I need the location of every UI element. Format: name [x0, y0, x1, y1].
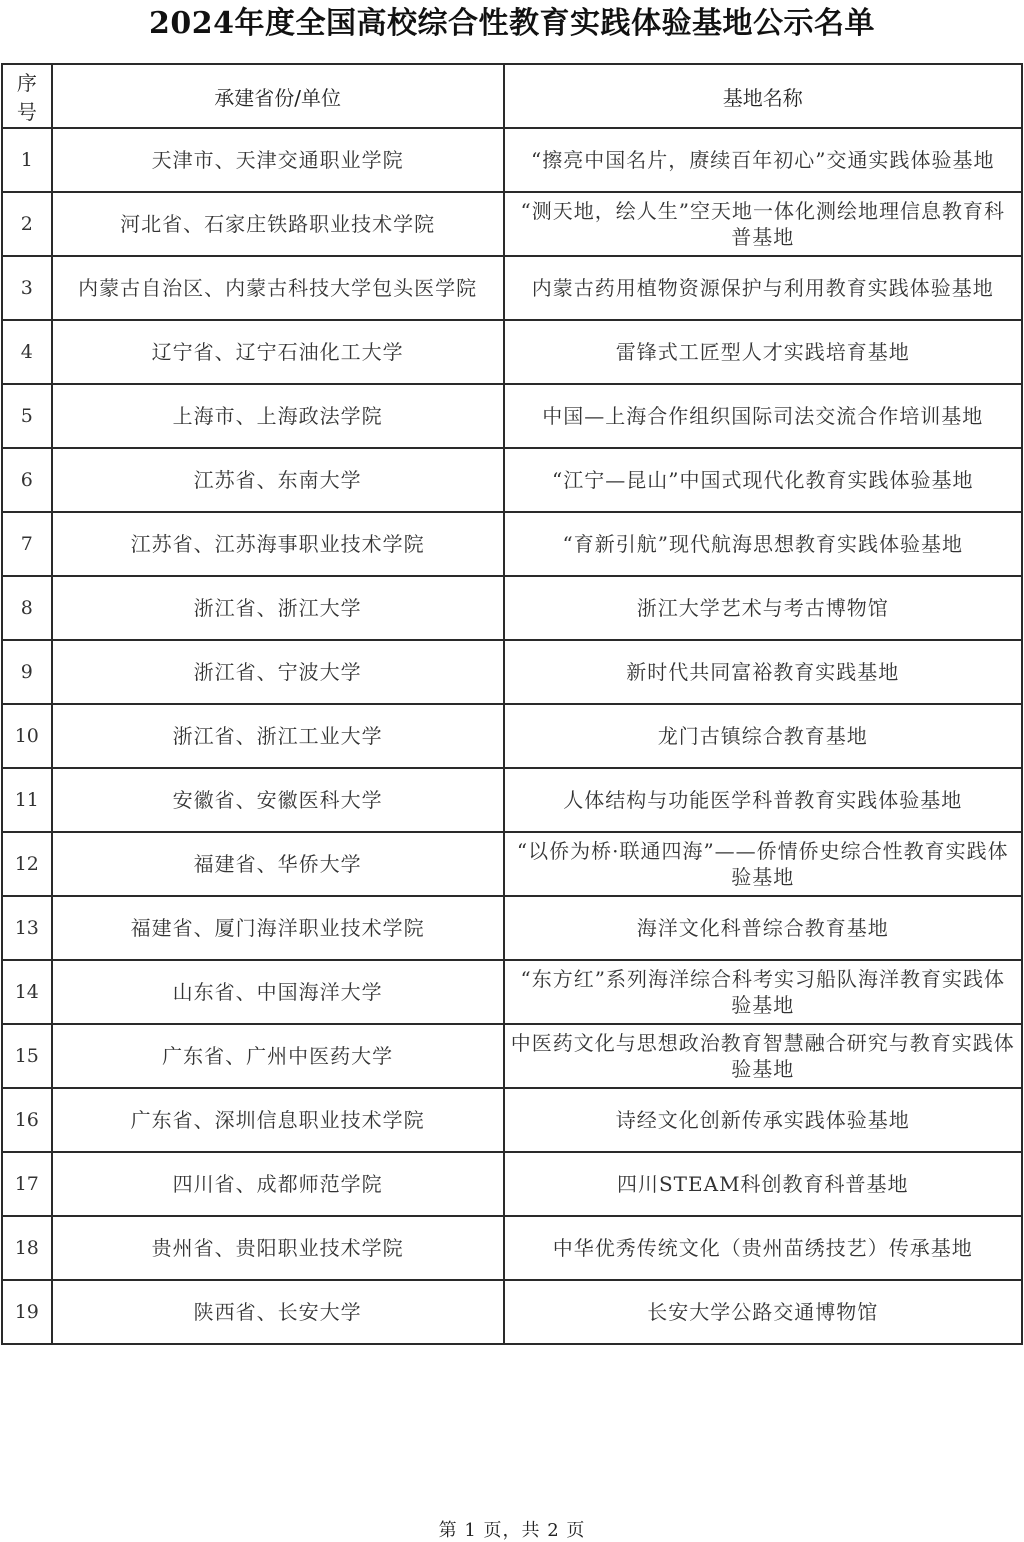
table-row — [2, 512, 1022, 576]
cell-unit: 贵州省、贵阳职业技术学院 — [52, 1216, 504, 1280]
cell-base-name: 龙门古镇综合教育基地 — [504, 704, 1022, 768]
header-index: 序号 — [2, 64, 52, 128]
cell-index: 8 — [2, 576, 52, 640]
table-row — [2, 832, 1022, 896]
cell-base-name: 内蒙古药用植物资源保护与利用教育实践体验基地 — [504, 256, 1022, 320]
cell-index: 14 — [2, 960, 52, 1024]
cell-base-name: 诗经文化创新传承实践体验基地 — [504, 1088, 1022, 1152]
table-header-row — [2, 64, 1022, 128]
cell-unit: 广东省、广州中医药大学 — [52, 1024, 504, 1088]
cell-base-name: “江宁—昆山”中国式现代化教育实践体验基地 — [504, 448, 1022, 512]
cell-unit: 福建省、厦门海洋职业技术学院 — [52, 896, 504, 960]
cell-index: 17 — [2, 1152, 52, 1216]
cell-base-name: 海洋文化科普综合教育基地 — [504, 896, 1022, 960]
table-row — [2, 576, 1022, 640]
cell-base-name: 人体结构与功能医学科普教育实践体验基地 — [504, 768, 1022, 832]
cell-index: 1 — [2, 128, 52, 192]
table-row — [2, 256, 1022, 320]
cell-unit: 内蒙古自治区、内蒙古科技大学包头医学院 — [52, 256, 504, 320]
cell-base-name: 新时代共同富裕教育实践基地 — [504, 640, 1022, 704]
table-row — [2, 1216, 1022, 1280]
table-row — [2, 192, 1022, 256]
cell-index: 4 — [2, 320, 52, 384]
cell-unit: 浙江省、宁波大学 — [52, 640, 504, 704]
table-row — [2, 704, 1022, 768]
cell-index: 11 — [2, 768, 52, 832]
cell-unit: 辽宁省、辽宁石油化工大学 — [52, 320, 504, 384]
table-row — [2, 320, 1022, 384]
cell-base-name: 中国—上海合作组织国际司法交流合作培训基地 — [504, 384, 1022, 448]
table-row — [2, 1152, 1022, 1216]
table-row — [2, 1024, 1022, 1088]
table-row — [2, 896, 1022, 960]
page-title: 2024年度全国高校综合性教育实践体验基地公示名单 — [149, 6, 875, 41]
cell-base-name: “测天地，绘人生”空天地一体化测绘地理信息教育科普基地 — [504, 192, 1022, 256]
cell-base-name: 雷锋式工匠型人才实践培育基地 — [504, 320, 1022, 384]
cell-base-name: 中华优秀传统文化（贵州苗绣技艺）传承基地 — [504, 1216, 1022, 1280]
cell-unit: 浙江省、浙江工业大学 — [52, 704, 504, 768]
cell-index: 15 — [2, 1024, 52, 1088]
cell-index: 18 — [2, 1216, 52, 1280]
table-row — [2, 1088, 1022, 1152]
cell-base-name: “东方红”系列海洋综合科考实习船队海洋教育实践体验基地 — [504, 960, 1022, 1024]
cell-index: 12 — [2, 832, 52, 896]
table-row — [2, 640, 1022, 704]
cell-base-name: 四川STEAM科创教育科普基地 — [504, 1152, 1022, 1216]
cell-index: 7 — [2, 512, 52, 576]
cell-index: 10 — [2, 704, 52, 768]
cell-unit: 河北省、石家庄铁路职业技术学院 — [52, 192, 504, 256]
cell-index: 19 — [2, 1280, 52, 1344]
cell-index: 6 — [2, 448, 52, 512]
header-base-name: 基地名称 — [504, 64, 1022, 128]
table-row — [2, 768, 1022, 832]
cell-unit: 广东省、深圳信息职业技术学院 — [52, 1088, 504, 1152]
cell-base-name: 长安大学公路交通博物馆 — [504, 1280, 1022, 1344]
table-row — [2, 384, 1022, 448]
cell-unit: 安徽省、安徽医科大学 — [52, 768, 504, 832]
cell-base-name: “以侨为桥·联通四海”——侨情侨史综合性教育实践体验基地 — [504, 832, 1022, 896]
table-row — [2, 960, 1022, 1024]
cell-unit: 四川省、成都师范学院 — [52, 1152, 504, 1216]
header-unit: 承建省份/单位 — [52, 64, 504, 128]
cell-base-name: 浙江大学艺术与考古博物馆 — [504, 576, 1022, 640]
cell-unit: 天津市、天津交通职业学院 — [52, 128, 504, 192]
cell-index: 16 — [2, 1088, 52, 1152]
table-row — [2, 1280, 1022, 1344]
cell-base-name: “育新引航”现代航海思想教育实践体验基地 — [504, 512, 1022, 576]
cell-unit: 上海市、上海政法学院 — [52, 384, 504, 448]
cell-base-name: “擦亮中国名片，赓续百年初心”交通实践体验基地 — [504, 128, 1022, 192]
cell-index: 3 — [2, 256, 52, 320]
table-row — [2, 128, 1022, 192]
cell-index: 5 — [2, 384, 52, 448]
page-footer: 第 1 页，共 2 页 — [438, 1520, 586, 1541]
cell-index: 9 — [2, 640, 52, 704]
table-row — [2, 448, 1022, 512]
cell-unit: 陕西省、长安大学 — [52, 1280, 504, 1344]
table-body — [2, 128, 1022, 1344]
cell-unit: 江苏省、江苏海事职业技术学院 — [52, 512, 504, 576]
roster-table — [1, 63, 1023, 1345]
cell-base-name: 中医药文化与思想政治教育智慧融合研究与教育实践体验基地 — [504, 1024, 1022, 1088]
cell-unit: 山东省、中国海洋大学 — [52, 960, 504, 1024]
cell-unit: 福建省、华侨大学 — [52, 832, 504, 896]
cell-index: 13 — [2, 896, 52, 960]
cell-unit: 江苏省、东南大学 — [52, 448, 504, 512]
cell-unit: 浙江省、浙江大学 — [52, 576, 504, 640]
cell-index: 2 — [2, 192, 52, 256]
